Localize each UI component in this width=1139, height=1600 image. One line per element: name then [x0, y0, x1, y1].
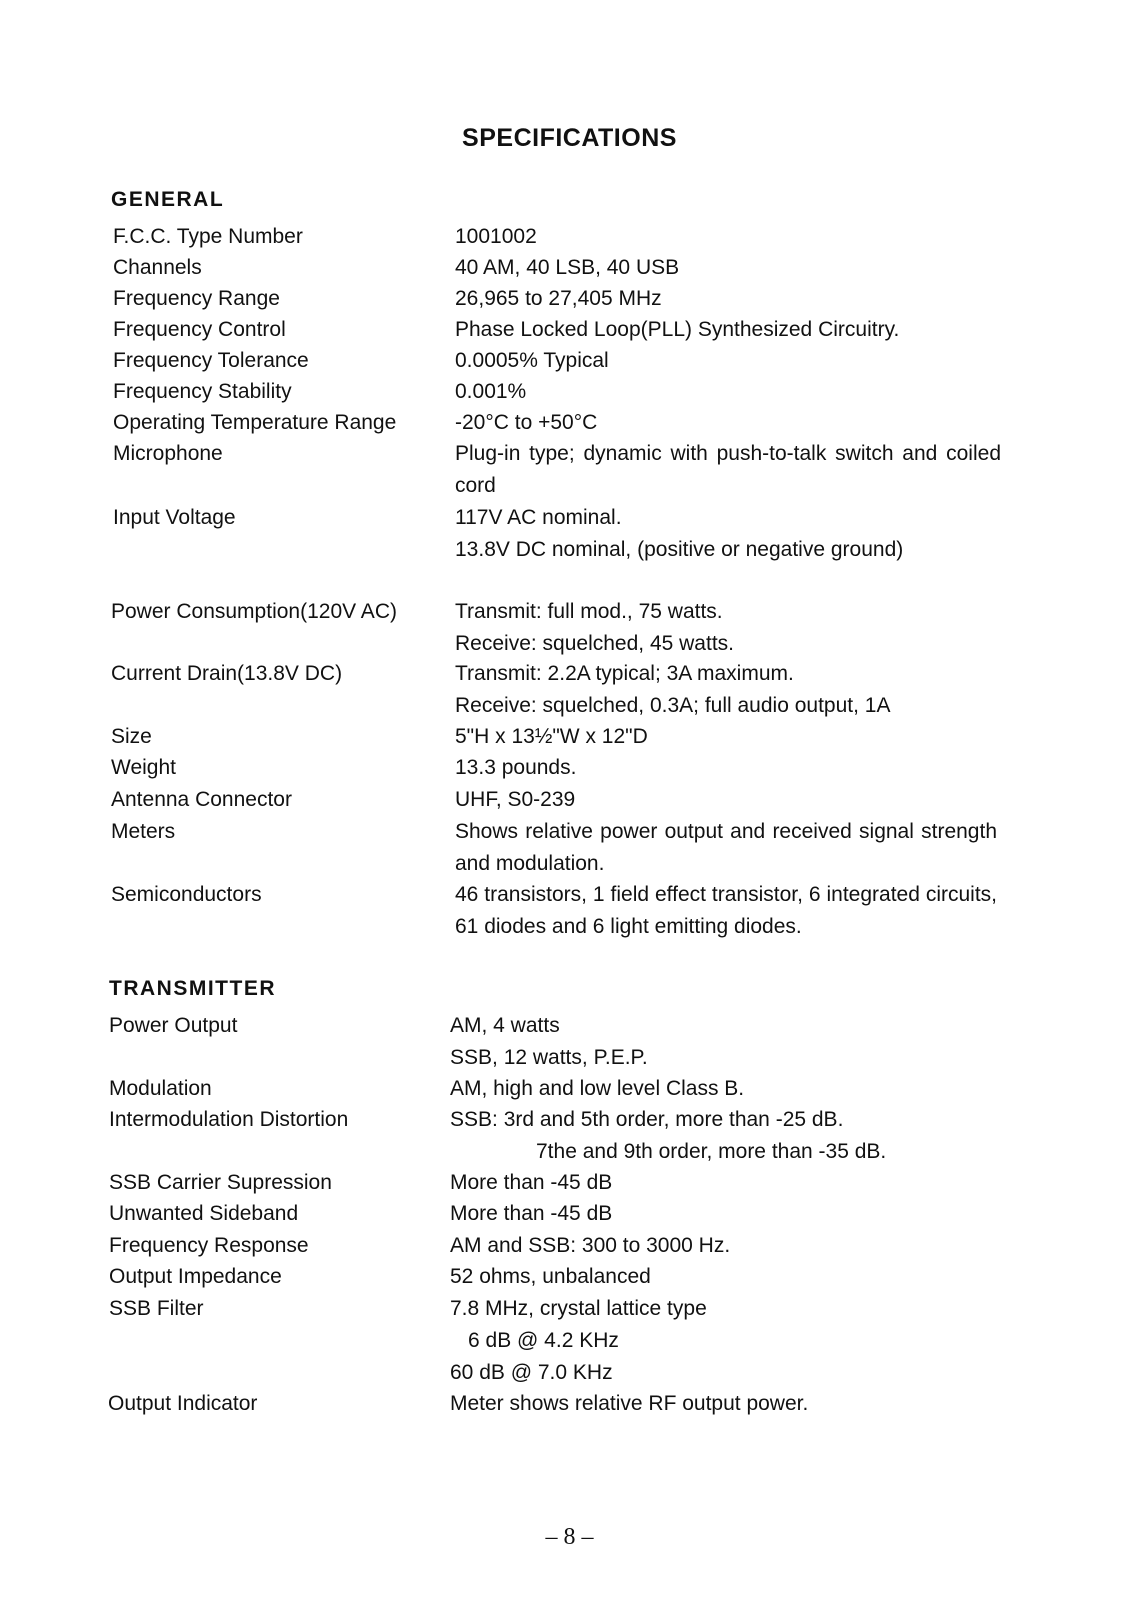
spec-label: Microphone: [113, 442, 223, 465]
spec-value-line: 60 dB @ 7.0 KHz: [450, 1361, 613, 1384]
spec-value: [455, 596, 734, 660]
spec-value-line: Receive: squelched, 0.3A; full audio output, 1A: [455, 694, 891, 717]
spec-label: SSB Filter: [109, 1297, 204, 1320]
spec-value-line: 7the and 9th order, more than -35 dB.: [536, 1140, 887, 1163]
spec-value: [450, 1010, 648, 1074]
spec-value: [450, 1293, 707, 1389]
spec-value-line: 13.8V DC nominal, (positive or negative ground): [455, 538, 904, 561]
spec-label: Frequency Tolerance: [113, 349, 309, 372]
spec-value-line: 6 dB @ 4.2 KHz: [468, 1329, 619, 1352]
spec-value: [450, 1104, 886, 1168]
spec-value: 46 transistors, 1 field effect transistor, 6 integrated circuits, 61 diodes and 6 light emitting diodes.: [455, 883, 997, 938]
spec-label: Input Voltage: [113, 506, 236, 529]
spec-label: Size: [111, 725, 152, 748]
spec-value: -20°C to +50°C: [455, 411, 598, 434]
spec-value: 0.0005% Typical: [455, 349, 609, 372]
section-heading-general: GENERAL: [111, 188, 225, 211]
spec-label: Power Consumption(120V AC): [111, 600, 397, 623]
spec-value: More than -45 dB: [450, 1202, 613, 1225]
spec-value: Phase Locked Loop(PLL) Synthesized Circuitry.: [455, 318, 900, 341]
spec-value: [455, 658, 890, 722]
spec-label: F.C.C. Type Number: [113, 225, 303, 248]
spec-label: Operating Temperature Range: [113, 411, 397, 434]
page-number: – 8 –: [545, 1524, 594, 1550]
spec-label: Power Output: [109, 1014, 238, 1037]
spec-value: AM and SSB: 300 to 3000 Hz.: [450, 1234, 731, 1257]
spec-label: Semiconductors: [111, 883, 262, 906]
spec-value: 5"H x 13½"W x 12"D: [455, 725, 648, 748]
spec-value: 13.3 pounds.: [455, 756, 577, 779]
spec-value-line: 117V AC nominal.: [455, 506, 622, 529]
spec-label: Channels: [113, 256, 202, 279]
spec-label: Intermodulation Distortion: [109, 1108, 349, 1131]
spec-value: Shows relative power output and received signal strength and modulation.: [455, 820, 997, 875]
spec-label: Frequency Range: [113, 287, 280, 310]
spec-value: Meter shows relative RF output power.: [450, 1392, 809, 1415]
spec-value-line: Transmit: 2.2A typical; 3A maximum.: [455, 662, 794, 685]
section-heading-transmitter: TRANSMITTER: [109, 977, 276, 1000]
spec-value-line: AM, 4 watts: [450, 1014, 560, 1037]
spec-label: SSB Carrier Supression: [109, 1171, 332, 1194]
spec-label: Modulation: [109, 1077, 212, 1100]
spec-value: More than -45 dB: [450, 1171, 613, 1194]
spec-value: UHF, S0-239: [455, 788, 576, 811]
spec-value: 26,965 to 27,405 MHz: [455, 287, 662, 310]
spec-label: Output Impedance: [109, 1265, 282, 1288]
spec-value-line: 7.8 MHz, crystal lattice type: [450, 1297, 707, 1320]
spec-label: Current Drain(13.8V DC): [111, 662, 343, 685]
spec-label: Weight: [111, 756, 176, 779]
spec-value: 52 ohms, unbalanced: [450, 1265, 651, 1288]
spec-label: Frequency Stability: [113, 380, 292, 403]
spec-value: Plug-in type; dynamic with push-to-talk switch and coiled cord: [455, 442, 1001, 497]
spec-value-line: SSB, 12 watts, P.E.P.: [450, 1046, 648, 1069]
spec-label: Unwanted Sideband: [109, 1202, 299, 1225]
spec-value-line: Transmit: full mod., 75 watts.: [455, 600, 723, 623]
spec-value: AM, high and low level Class B.: [450, 1077, 745, 1100]
spec-value: 0.001%: [455, 380, 527, 403]
spec-value: [455, 502, 903, 566]
spec-value: 1001002: [455, 225, 537, 248]
page-title: SPECIFICATIONS: [462, 124, 677, 152]
spec-value-line: SSB: 3rd and 5th order, more than -25 dB.: [450, 1108, 844, 1131]
spec-label: Frequency Response: [109, 1234, 309, 1257]
spec-value-line: Receive: squelched, 45 watts.: [455, 632, 734, 655]
spec-label: Frequency Control: [113, 318, 286, 341]
spec-label: Antenna Connector: [111, 788, 292, 811]
spec-label: Meters: [111, 820, 176, 843]
spec-value: 40 AM, 40 LSB, 40 USB: [455, 256, 680, 279]
spec-label: Output Indicator: [108, 1392, 258, 1415]
